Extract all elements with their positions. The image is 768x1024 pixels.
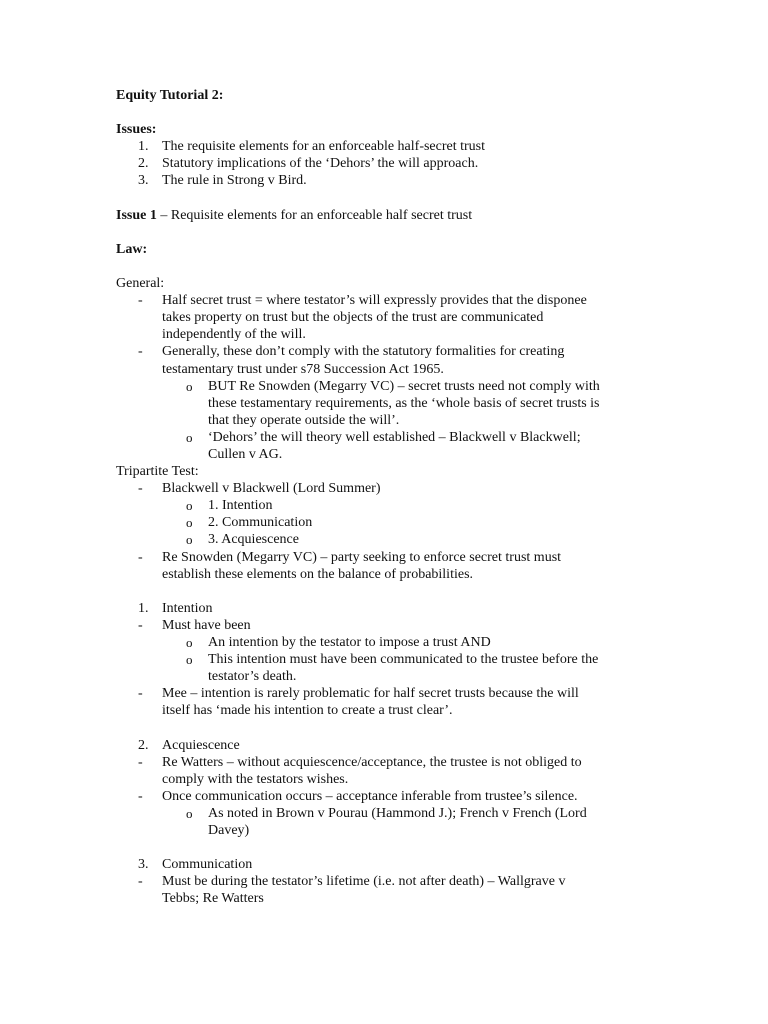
bullet-item [116,788,656,805]
issue1-text: – Requisite elements for an enforceable half secret trust [156,207,473,223]
section-title: Communication [162,857,253,873]
bullet-line: Must be during the testator’s lifetime (i.e. not after death) – Wallgrave v [162,874,566,890]
section-title: Intention [162,600,213,616]
circle-marker: o [186,635,193,650]
issues-heading: Issues: [116,122,157,138]
spacer [116,583,656,600]
sub-bullet-line: This intention must have been communicated to the trustee before the [208,652,599,668]
dash-marker: - [138,481,143,497]
list-number: 1. [138,139,149,155]
general-heading: General: [116,276,165,292]
spacer [116,839,656,856]
sub-bullet-line: that they operate outside the will’. [208,412,400,428]
bullet-item [116,685,656,719]
bullet-line: takes property on trust but the objects of the trust are communicated [162,310,544,326]
sub-bullet-line: An intention by the testator to impose a trust AND [208,635,491,650]
circle-marker: o [186,532,193,548]
section-title: Acquiescence [162,737,240,753]
bullet-line: itself has ‘made his intention to create a trust clear’. [162,703,453,719]
sub-bullet-line: testator’s death. [208,669,297,685]
section-heading [116,600,656,617]
document-title: Equity Tutorial 2: [116,88,224,103]
bullet-item [116,292,656,343]
dash-marker: - [138,344,143,360]
issue-text: Statutory implications of the ‘Dehors’ the will approach. [162,156,479,172]
spacer [116,224,656,241]
circle-marker: o [186,378,193,394]
issue1-label: Issue 1 [116,207,157,223]
sub-bullet-line: BUT Re Snowden (Megarry VC) – secret trusts need not comply with [208,378,600,394]
sub-bullet-line: 3. Acquiescence [208,532,299,548]
sub-bullet-item [116,531,656,548]
issue-item [116,172,656,189]
bullet-item [116,873,656,907]
circle-marker: o [186,805,193,821]
bullet-line: Half secret trust = where testator’s will expressly provides that the disponee [162,293,587,309]
issue1-heading [116,207,656,224]
list-number: 1. [138,600,149,616]
issue-item [116,138,656,155]
dash-marker: - [138,617,143,633]
sub-bullet-line: Davey) [208,823,250,839]
bullet-item [116,480,656,497]
bullet-line: comply with the testators wishes. [162,771,349,787]
bullet-line: testamentary trust under s78 Succession Act 1965. [162,361,444,377]
sub-bullet-item [116,634,656,651]
spacer [116,104,656,121]
bullet-item [116,617,656,634]
sub-bullet-line: 2. Communication [208,515,313,531]
circle-marker: o [186,515,193,531]
issue-text: The rule in Strong v Bird. [162,173,307,189]
spacer [116,719,656,736]
bullet-line: Tebbs; Re Watters [162,891,264,907]
sub-bullet-line: 1. Intention [208,498,273,514]
document-page [116,87,656,908]
dash-marker: - [138,293,143,309]
bullet-line: Once communication occurs – acceptance inferable from trustee’s silence. [162,788,578,804]
sub-bullet-item [116,805,656,839]
dash-marker: - [138,686,143,702]
sub-bullet-item [116,378,656,429]
bullet-item [116,754,656,788]
bullet-item [116,343,656,377]
sub-bullet-line: these testamentary requirements, as the ‘whole basis of secret trusts is [208,395,600,411]
sub-bullet-item [116,429,656,463]
spacer [116,190,656,207]
dash-marker: - [138,874,143,890]
bullet-item [116,549,656,583]
sub-bullet-line: Cullen v AG. [208,446,283,462]
bullet-line: Mee – intention is rarely problematic for half secret trusts because the will [162,686,579,702]
bullet-line: independently of the will. [162,327,306,343]
dash-marker: - [138,549,143,565]
law-heading: Law: [116,241,148,257]
dash-marker: - [138,788,143,804]
bullet-line: Re Snowden (Megarry VC) – party seeking to enforce secret trust must [162,549,562,565]
bullet-line: Generally, these don’t comply with the statutory formalities for creating [162,344,565,360]
bullet-line: Re Watters – without acquiescence/acceptance, the trustee is not obliged to [162,754,582,770]
sub-bullet-line: As noted in Brown v Pourau (Hammond J.); French v French (Lord [208,805,587,821]
list-number: 3. [138,857,149,873]
circle-marker: o [186,498,193,514]
list-number: 3. [138,173,149,189]
circle-marker: o [186,429,193,445]
circle-marker: o [186,652,193,668]
bullet-line: establish these elements on the balance of probabilities. [162,566,474,582]
sub-bullet-line: ‘Dehors’ the will theory well established – Blackwell v Blackwell; [208,429,581,445]
sub-bullet-item [116,514,656,531]
sub-bullet-item [116,497,656,514]
list-number: 2. [138,737,149,753]
dash-marker: - [138,754,143,770]
bullet-line: Blackwell v Blackwell (Lord Summer) [162,481,381,497]
tripartite-heading: Tripartite Test: [116,464,199,480]
spacer [116,258,656,275]
section-heading [116,856,656,873]
bullet-line: Must have been [162,617,251,633]
list-number: 2. [138,156,149,172]
issue-text: The requisite elements for an enforceable half-secret trust [162,139,486,155]
section-heading [116,737,656,754]
issue-item [116,155,656,172]
sub-bullet-item [116,651,656,685]
